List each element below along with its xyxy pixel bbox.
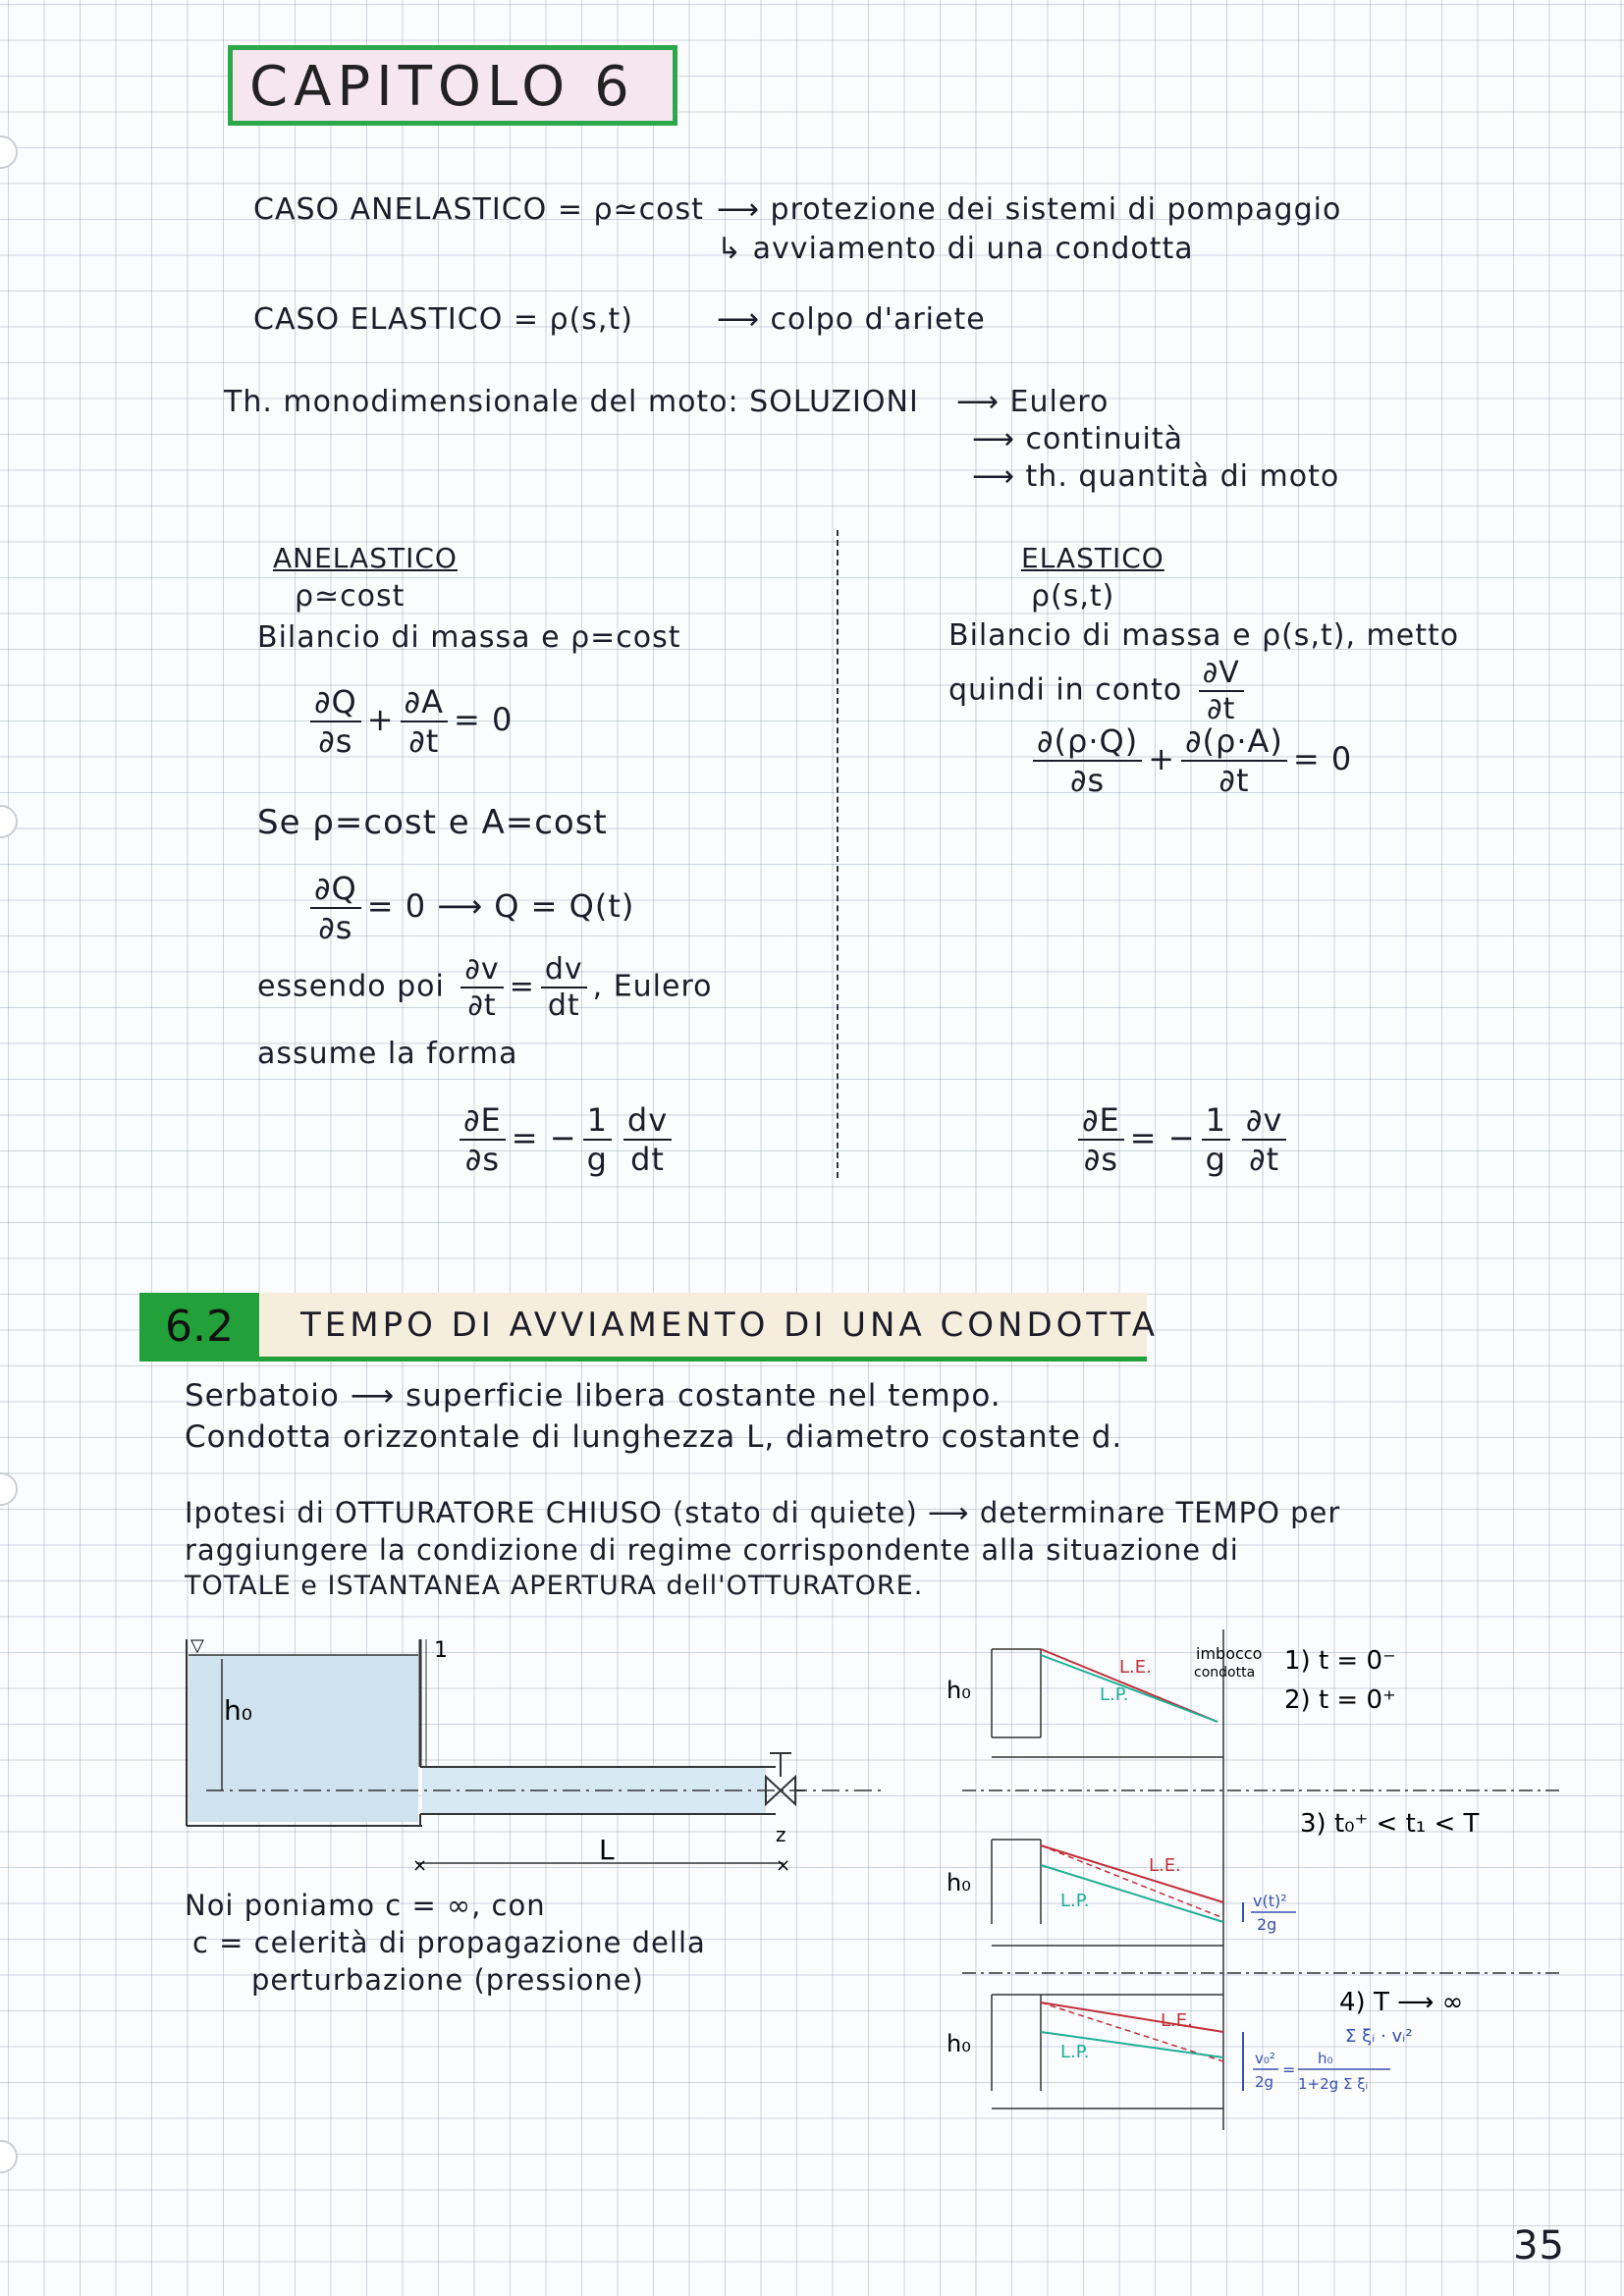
column-divider — [837, 530, 839, 1178]
panel1-h0: h₀ — [947, 1677, 971, 1704]
panel2-h0: h₀ — [947, 1869, 971, 1896]
elastic-mass-balance: Bilancio di massa e ρ(s,t), metto — [948, 618, 1460, 653]
flow-eq: $\frac{\partial Q}{\partial s}$ = 0 ⟶ Q = Q(t) — [304, 870, 634, 946]
section-z-label: z — [776, 1823, 786, 1846]
surface-marker: ▽ — [190, 1635, 204, 1656]
panel3-h0: h₀ — [947, 2030, 971, 2057]
page-number: 35 — [1513, 2223, 1565, 2269]
eulero-eq-anelastic: $\frac{\partial E}{\partial s}$ = − $\frac{1}{g}$ $\frac{dv}{dt}$ — [454, 1101, 677, 1178]
panel1-t2: 2) t = 0⁺ — [1284, 1685, 1396, 1715]
solution-continuita: ⟶ continuità — [972, 422, 1184, 456]
note-line-3: perturbazione (pressione) — [251, 1963, 644, 1997]
chapter-title: CAPITOLO 6 — [249, 55, 635, 119]
panel3-final-eq: = — [1282, 2060, 1296, 2079]
elastic-quindi-line: quindi in conto $\frac{\partial V}{\partial t}$ — [948, 656, 1250, 726]
panel3-le-label: L.E. — [1161, 2010, 1193, 2031]
section-1-label: 1 — [434, 1638, 448, 1663]
serbatoio-line: Serbatoio ⟶ superficie libera costante nel tempo. — [185, 1378, 1001, 1414]
panel1-condotta: condotta — [1194, 1665, 1256, 1681]
h0-label: h₀ — [224, 1694, 252, 1727]
anelastic-arrow-2: ↳ avviamento di una condotta — [717, 232, 1194, 266]
continuity-eq-anelastic: $\frac{\partial Q}{\partial s}$ + $\frac{\partial A}{\partial t}$ = 0 — [304, 683, 513, 760]
anelastic-heading: ANELASTICO — [273, 542, 458, 574]
hypothesis-line-2: raggiungere la condizione di regime corrispondente alla situazione di — [185, 1533, 1239, 1567]
panel3-lp-label: L.P. — [1060, 2042, 1090, 2062]
binder-hole — [0, 1472, 18, 1506]
panel3-le-line — [1041, 2002, 1223, 2032]
energy-line-diagrams — [933, 1629, 1571, 2160]
panel3-final-d2: 1+2g Σ ξᵢ — [1298, 2075, 1369, 2093]
anelastic-arrow-1: ⟶ protezione dei sistemi di pompaggio — [717, 192, 1342, 227]
panel1-lp-label: L.P. — [1100, 1684, 1129, 1705]
anelastic-sub: ρ≃cost — [295, 579, 406, 614]
panel2-le-label: L.E. — [1149, 1855, 1181, 1876]
panel3-sum: Σ ξᵢ · vᵢ² — [1345, 2026, 1413, 2047]
elastic-heading: ELASTICO — [1021, 542, 1164, 574]
panel-1 — [947, 1644, 1396, 1757]
solution-eulero: ⟶ Eulero — [956, 385, 1110, 419]
binder-hole — [0, 2140, 18, 2173]
hypothesis-line-3: TOTALE e ISTANTANEA APERTURA dell'OTTURATORE. — [185, 1571, 924, 1601]
tank-water — [189, 1655, 418, 1822]
panel2-t3: 3) t₀⁺ < t₁ < T — [1300, 1809, 1480, 1839]
panel3-final-n1: v₀² — [1255, 2050, 1275, 2067]
eulero-eq-elastic: $\frac{\partial E}{\partial s}$ = − $\frac{1}{g}$ $\frac{\partial v}{\partial t}$ — [1072, 1101, 1292, 1178]
panel1-t1: 1) t = 0⁻ — [1284, 1646, 1396, 1676]
section-number: 6.2 — [139, 1293, 259, 1362]
dim-tick-left: × — [412, 1855, 428, 1876]
binder-hole — [0, 805, 18, 838]
solution-quantita-moto: ⟶ th. quantità di moto — [972, 459, 1340, 494]
note-line-2: c = celerità di propagazione della — [192, 1926, 706, 1959]
panel2-v2g-num: v(t)² — [1253, 1892, 1287, 1910]
panel3-final-d1: 2g — [1255, 2073, 1274, 2091]
if-constant-line: Se ρ=cost e A=cost — [257, 803, 608, 842]
length-label: L — [599, 1834, 615, 1866]
note-line-1: Noi poniamo c = ∞, con — [185, 1889, 546, 1922]
panel2-v2g-den: 2g — [1257, 1915, 1277, 1934]
being-line: essendo poi $\frac{\partial v}{\partial t}$ = $\frac{dv}{dt}$ , Eulero — [257, 952, 713, 1023]
panel-3 — [947, 1988, 1463, 2109]
elastic-case-line: CASO ELASTICO = ρ(s,t) — [253, 302, 633, 337]
elastic-arrow: ⟶ colpo d'ariete — [717, 302, 986, 337]
panel-2 — [947, 1809, 1480, 1946]
section-title: TEMPO DI AVVIAMENTO DI UNA CONDOTTA — [300, 1306, 1159, 1345]
continuity-eq-elastic: $\frac{\partial(\rho\cdot Q)}{\partial s}$ + $\frac{\partial(\rho\cdot A)}{\partial t}$ = 0 — [1027, 722, 1352, 799]
hypothesis-line-1: Ipotesi di OTTURATORE CHIUSO (stato di quiete) ⟶ determinare TEMPO per — [185, 1496, 1341, 1529]
elastic-sub: ρ(s,t) — [1031, 579, 1115, 614]
panel2-lp-label: L.P. — [1060, 1891, 1090, 1911]
theory-line: Th. monodimensionale del moto: SOLUZIONI — [224, 385, 919, 419]
dim-tick-right: × — [776, 1855, 791, 1876]
anelastic-mass-balance: Bilancio di massa e ρ=cost — [257, 620, 681, 655]
binder-hole — [0, 135, 18, 169]
panel1-le-label: L.E. — [1119, 1657, 1152, 1678]
condotta-line: Condotta orizzontale di lunghezza L, diametro costante d. — [185, 1419, 1123, 1455]
anelastic-case-line: CASO ANELASTICO = ρ≃cost — [253, 192, 704, 227]
assumes-line: assume la forma — [257, 1037, 518, 1071]
panel3-t4: 4) T ⟶ ∞ — [1339, 1988, 1464, 2017]
panel3-final-n2: h₀ — [1318, 2050, 1333, 2067]
panel1-imbocco: imbocco — [1196, 1644, 1263, 1663]
